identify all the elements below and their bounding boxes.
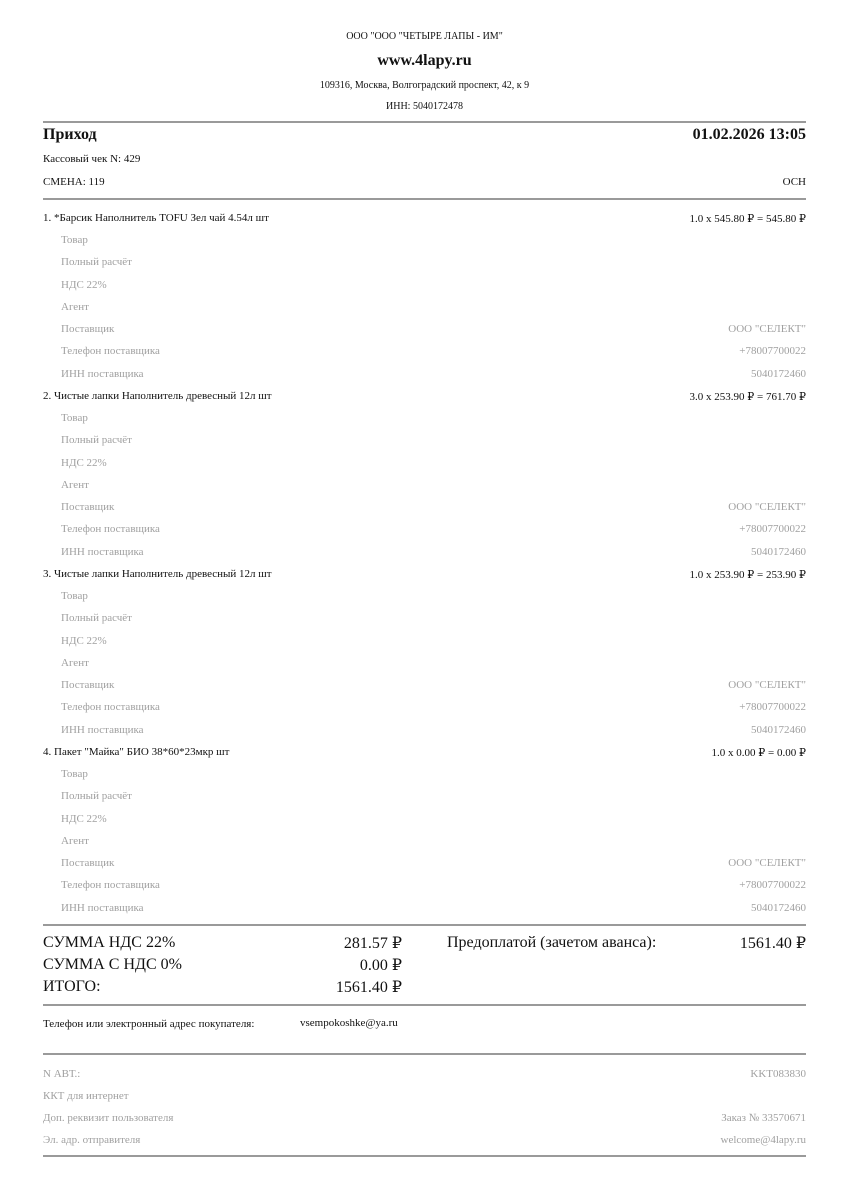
item-calc: 1.0 x 545.80 ₽ = 545.80 ₽ xyxy=(689,212,806,225)
item-inn: 5040172460 xyxy=(751,724,806,736)
buyer-contact-label: Телефон или электронный адрес покупателя: xyxy=(43,1018,255,1030)
receipt-number: Кассовый чек N: 429 xyxy=(43,153,141,165)
item-calc: 1.0 x 253.90 ₽ = 253.90 ₽ xyxy=(689,568,806,581)
item-subject: Товар xyxy=(61,412,88,424)
item-supplier-label: Поставщик xyxy=(61,857,115,869)
item-phone: +78007700022 xyxy=(739,345,806,357)
item-payment: Полный расчёт xyxy=(61,256,132,268)
item-header xyxy=(43,207,806,229)
divider xyxy=(43,924,806,926)
item-phone-label: Телефон поставщика xyxy=(61,701,160,713)
item-subject: Товар xyxy=(61,768,88,780)
item-agent: Агент xyxy=(61,301,89,313)
item-vat: НДС 22% xyxy=(61,813,107,825)
item-calc: 1.0 x 0.00 ₽ = 0.00 ₽ xyxy=(711,746,806,759)
item-header xyxy=(43,385,806,407)
company-inn: ИНН: 5040172478 xyxy=(386,101,463,112)
item-supplier: ООО "СЕЛЕКТ" xyxy=(728,323,806,335)
receipt-number-row xyxy=(43,148,806,170)
total-label: ИТОГО: xyxy=(43,978,101,995)
item-subject: Товар xyxy=(61,590,88,602)
item-phone-label: Телефон поставщика xyxy=(61,523,160,535)
item-supplier-label: Поставщик xyxy=(61,501,115,513)
receipt-datetime: 01.02.2026 13:05 xyxy=(692,126,806,143)
buyer-contact-value: vsempokoshke@ya.ru xyxy=(300,1017,398,1029)
item-supplier-label: Поставщик xyxy=(61,679,115,691)
sender-email-value: welcome@4lapy.ru xyxy=(720,1134,806,1146)
item-supplier: ООО "СЕЛЕКТ" xyxy=(728,679,806,691)
item-header xyxy=(43,563,806,585)
total-value: 1561.40 ₽ xyxy=(335,979,402,996)
divider xyxy=(43,198,806,200)
receipt-shift: СМЕНА: 119 xyxy=(43,176,105,188)
item-payment: Полный расчёт xyxy=(61,612,132,624)
vat22-label: СУММА НДС 22% xyxy=(43,934,176,951)
item-inn: 5040172460 xyxy=(751,368,806,380)
footer-email-row xyxy=(43,1129,806,1151)
item-phone: +78007700022 xyxy=(739,879,806,891)
item-header xyxy=(43,741,806,763)
vat22-value: 281.57 ₽ xyxy=(343,935,402,952)
divider xyxy=(43,1053,806,1055)
receipt-shift-row xyxy=(43,171,806,193)
footer-kkt-row xyxy=(43,1085,806,1107)
divider xyxy=(43,1004,806,1006)
divider xyxy=(43,1155,806,1157)
item-inn: 5040172460 xyxy=(751,902,806,914)
vat0-label: СУММА С НДС 0% xyxy=(43,956,182,973)
item-name: 3. Чистые лапки Наполнитель древесный 12л шт xyxy=(43,568,272,580)
item-vat: НДС 22% xyxy=(61,635,107,647)
item-vat: НДС 22% xyxy=(61,457,107,469)
item-vat: НДС 22% xyxy=(61,279,107,291)
item-supplier: ООО "СЕЛЕКТ" xyxy=(728,501,806,513)
auto-value: KKT083830 xyxy=(750,1068,806,1080)
kkt-label: ККТ для интернет xyxy=(43,1090,129,1102)
receipt-title-row xyxy=(43,124,806,146)
item-phone: +78007700022 xyxy=(739,701,806,713)
item-calc: 3.0 x 253.90 ₽ = 761.70 ₽ xyxy=(689,390,806,403)
item-inn-label: ИНН поставщика xyxy=(61,368,144,380)
auto-label: N АВТ.: xyxy=(43,1068,81,1080)
item-phone-label: Телефон поставщика xyxy=(61,345,160,357)
company-site: www.4lapy.ru xyxy=(377,52,472,69)
item-inn-label: ИНН поставщика xyxy=(61,724,144,736)
item-agent: Агент xyxy=(61,479,89,491)
item-inn-label: ИНН поставщика xyxy=(61,546,144,558)
prepaid-label: Предоплатой (зачетом аванса): xyxy=(447,934,657,951)
receipt-tax-system: ОСН xyxy=(782,176,806,188)
item-name: 2. Чистые лапки Наполнитель древесный 12л шт xyxy=(43,390,272,402)
extra-value: Заказ № 33570671 xyxy=(721,1112,806,1124)
item-supplier-label: Поставщик xyxy=(61,323,115,335)
item-supplier: ООО "СЕЛЕКТ" xyxy=(728,857,806,869)
item-name: 1. *Барсик Наполнитель TOFU Зел чай 4.54л шт xyxy=(43,212,269,224)
item-subject: Товар xyxy=(61,234,88,246)
company-name: ООО "ООО "ЧЕТЫРЕ ЛАПЫ - ИМ" xyxy=(346,31,503,42)
footer-extra-row xyxy=(43,1107,806,1129)
company-address: 109316, Москва, Волгоградский проспект, 42, к 9 xyxy=(319,80,530,91)
divider xyxy=(43,121,806,123)
item-inn-label: ИНН поставщика xyxy=(61,902,144,914)
footer-auto-row xyxy=(43,1063,806,1085)
item-agent: Агент xyxy=(61,835,89,847)
item-payment: Полный расчёт xyxy=(61,434,132,446)
extra-label: Доп. реквизит пользователя xyxy=(43,1112,174,1124)
item-phone-label: Телефон поставщика xyxy=(61,879,160,891)
prepaid-value: 1561.40 ₽ xyxy=(739,935,806,952)
receipt-type: Приход xyxy=(43,126,97,143)
vat0-value: 0.00 ₽ xyxy=(359,957,402,974)
item-payment: Полный расчёт xyxy=(61,790,132,802)
item-agent: Агент xyxy=(61,657,89,669)
item-name: 4. Пакет "Майка" БИО 38*60*23мкр шт xyxy=(43,746,230,758)
sender-email-label: Эл. адр. отправителя xyxy=(43,1134,141,1146)
item-phone: +78007700022 xyxy=(739,523,806,535)
item-inn: 5040172460 xyxy=(751,546,806,558)
